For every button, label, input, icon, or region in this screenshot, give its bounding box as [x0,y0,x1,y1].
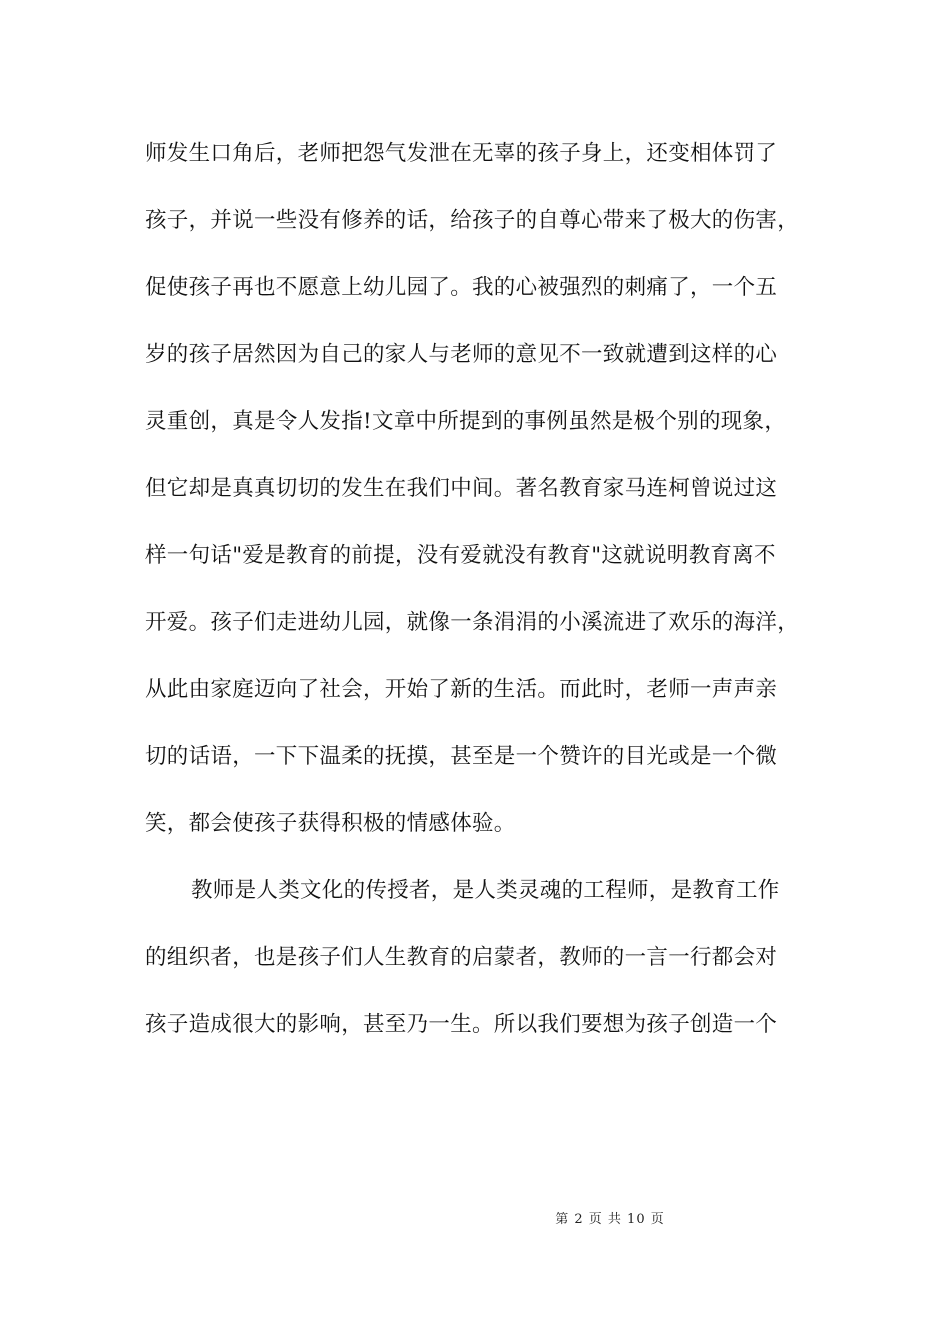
text-line: 的组织者，也是孩子们人生教育的启蒙者，教师的一言一行都会对 [145,945,778,970]
text-line: 开爱。孩子们走进幼儿园，就像一条涓涓的小溪流进了欢乐的海洋， [145,610,800,635]
text-line: 但它却是真真切切的发生在我们中间。著名教育家马连柯曾说过这 [145,476,778,501]
body-text [145,132,815,1070]
text-line: 孩子造成很大的影响，甚至乃一生。所以我们要想为孩子创造一个 [145,1012,778,1037]
text-line: 促使孩子再也不愿意上幼儿园了。我的心被强烈的刺痛了，一个五 [145,275,778,300]
paragraph-start-line: 教师是人类文化的传授者，是人类灵魂的工程师，是教育工作 [191,878,780,903]
page-number: 第 2 页 共 10 页 [555,1212,665,1227]
page-footer [0,1208,950,1227]
text-line: 笑，都会使孩子获得积极的情感体验。 [145,811,516,836]
text-line: 从此由家庭迈向了社会，开始了新的生活。而此时，老师一声声亲 [145,677,778,702]
text-line: 切的话语，一下下温柔的抚摸，甚至是一个赞许的目光或是一个微 [145,744,778,769]
text-line: 岁的孩子居然因为自己的家人与老师的意见不一致就遭到这样的心 [145,342,778,367]
text-line: 样一句话"爱是教育的前提，没有爱就没有教育"这就说明教育离不 [145,543,776,568]
text-line: 灵重创，真是令人发指!文章中所提到的事例虽然是极个别的现象， [145,409,787,434]
text-line: 孩子，并说一些没有修养的话，给孩子的自尊心带来了极大的伤害， [145,208,800,233]
text-line: 师发生口角后，老师把怨气发泄在无辜的孩子身上，还变相体罚了 [145,141,778,166]
